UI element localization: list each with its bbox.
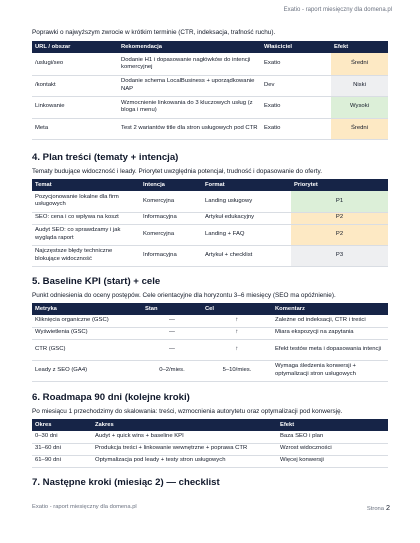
section-6-heading: 6. Roadmapa 90 dni (kolejne kroki) [32, 392, 190, 403]
url-cell: /kontakt [32, 75, 118, 96]
effect-badge: Wysoki [331, 96, 388, 118]
table-row [32, 431, 388, 443]
table-row [32, 245, 388, 266]
table-row [32, 315, 388, 327]
page-number-value: 2 [386, 503, 390, 512]
roadmap-table [32, 419, 388, 468]
intent-cell: Komercyjna [140, 224, 202, 245]
goal-cell: ↑ [202, 327, 272, 339]
table-row [32, 327, 388, 339]
format-cell: Landing usługowy [202, 191, 291, 212]
priority-badge: P3 [291, 245, 388, 266]
recommendation-cell: Dodanie schema LocalBusiness + uporządkowanie NAP [118, 75, 261, 96]
url-cell: Linkowanie [32, 96, 118, 118]
table-header-row [32, 419, 388, 431]
period-cell: 0–30 dni [32, 431, 92, 443]
table-header-row [32, 179, 388, 191]
intent-cell: Informacyjna [140, 212, 202, 224]
column-header: Komentarz [272, 303, 388, 315]
column-header: Rekomendacja [118, 41, 261, 53]
topic-cell: Najczęstsze błędy techniczne blokujące widoczność [32, 245, 140, 266]
state-cell: 0–2/mies. [142, 360, 202, 381]
effect-cell: Baza SEO i plan [277, 431, 388, 443]
comment-cell: Efekt testów meta i dopasowania intencji [272, 339, 388, 360]
effect-badge: Niski [331, 75, 388, 96]
table-row [32, 212, 388, 224]
effect-badge: Średni [331, 53, 388, 75]
priority-badge: P2 [291, 212, 388, 224]
period-cell: 31–60 dni [32, 443, 92, 455]
recommendation-cell: Dodanie H1 i dopasowanie nagłówków do intencji komercyjnej [118, 53, 261, 75]
column-header: Temat [32, 179, 140, 191]
kpi-table [32, 303, 388, 382]
table-row [32, 339, 388, 360]
section-4-intro: Tematy budujące widoczność i leady. Priorytet uwzględnia potencjał, trudność i dopasowanie do oferty. [32, 168, 322, 175]
state-cell: — [142, 327, 202, 339]
column-header: Format [202, 179, 291, 191]
table-row [32, 53, 388, 75]
column-header: Okres [32, 419, 92, 431]
intent-cell: Komercyjna [140, 191, 202, 212]
column-header: Cel [202, 303, 272, 315]
table-row [32, 118, 388, 139]
format-cell: Artykuł + checklist [202, 245, 291, 266]
table-row [32, 224, 388, 245]
metric-cell: Leady z SEO (GA4) [32, 360, 142, 381]
scope-cell: Produkcja treści + linkowanie wewnętrzne + poprawa CTR [92, 443, 277, 455]
table-row [32, 75, 388, 96]
column-header: Efekt [331, 41, 388, 53]
owner-cell: Exatio [261, 53, 331, 75]
priority-badge: P2 [291, 224, 388, 245]
topic-cell: Audyt SEO: co sprawdzamy i jak wygląda raport [32, 224, 140, 245]
url-cell: Meta [32, 118, 118, 139]
table-row [32, 191, 388, 212]
url-cell: /uslugi/seo [32, 53, 118, 75]
page-number [367, 503, 390, 512]
column-header: Priorytet [291, 179, 388, 191]
table-row [32, 455, 388, 467]
table-header-row [32, 303, 388, 315]
column-header: Efekt [277, 419, 388, 431]
owner-cell: Exatio [261, 118, 331, 139]
section-6-intro: Po miesiącu 1 przechodzimy do skalowania: treści, wzmocnienia autorytetu oraz optymalizacji pod konwersję. [32, 408, 343, 415]
table-row [32, 96, 388, 118]
metric-cell: Kliknięcia organiczne (GSC) [32, 315, 142, 327]
state-cell: — [142, 339, 202, 360]
footer-title: Exatio - raport miesięczny dla domena.pl [32, 504, 137, 510]
column-header: Intencja [140, 179, 202, 191]
format-cell: Artykuł edukacyjny [202, 212, 291, 224]
format-cell: Landing + FAQ [202, 224, 291, 245]
state-cell: — [142, 315, 202, 327]
comment-cell: Zależne od indeksacji, CTR i treści [272, 315, 388, 327]
intent-cell: Informacyjna [140, 245, 202, 266]
effect-cell: Więcej konwersji [277, 455, 388, 467]
owner-cell: Exatio [261, 96, 331, 118]
section-4-heading: 4. Plan treści (tematy + intencja) [32, 152, 179, 163]
scope-cell: Optymalizacja pod leady + testy stron usługowych [92, 455, 277, 467]
effect-cell: Wzrost widoczności [277, 443, 388, 455]
scope-cell: Audyt + quick wins + baseline KPI [92, 431, 277, 443]
goal-cell: 5–10/mies. [202, 360, 272, 381]
column-header: URL / obszar [32, 41, 118, 53]
comment-cell: Wymaga śledzenia konwersji + optymalizacji stron usługowych [272, 360, 388, 381]
section-5-heading: 5. Baseline KPI (start) + cele [32, 276, 161, 287]
metric-cell: CTR (GSC) [32, 339, 142, 360]
quick-wins-table [32, 41, 388, 140]
comment-cell: Miara ekspozycji na zapytania [272, 327, 388, 339]
priority-badge: P1 [291, 191, 388, 212]
running-header: Exatio - raport miesięczny dla domena.pl [283, 7, 392, 13]
column-header: Zakres [92, 419, 277, 431]
content-plan-table [32, 179, 388, 267]
effect-badge: Średni [331, 118, 388, 139]
column-header: Właściciel [261, 41, 331, 53]
section-3-intro: Poprawki o najwyższym zwrocie w krótkim terminie (CTR, indeksacja, trafność ruchu). [32, 29, 276, 36]
recommendation-cell: Wzmocnienie linkowania do 3 kluczowych usług (z bloga i menu) [118, 96, 261, 118]
topic-cell: SEO: cena i co wpływa na koszt [32, 212, 140, 224]
page-label: Strona [366, 506, 384, 512]
goal-cell: ↑ [202, 339, 272, 360]
period-cell: 61–90 dni [32, 455, 92, 467]
column-header: Stan [142, 303, 202, 315]
goal-cell: ↑ [202, 315, 272, 327]
table-row [32, 360, 388, 381]
section-5-intro: Punkt odniesienia do oceny postępów. Cele orientacyjne dla horyzontu 3–6 miesięcy (SEO ma opóźnienie). [32, 292, 336, 299]
recommendation-cell: Test 2 wariantów title dla stron usługowych pod CTR [118, 118, 261, 139]
metric-cell: Wyświetlenia (GSC) [32, 327, 142, 339]
column-header: Metryka [32, 303, 142, 315]
topic-cell: Pozycjonowanie lokalne dla firm usługowych [32, 191, 140, 212]
table-header-row [32, 41, 388, 53]
table-row [32, 443, 388, 455]
owner-cell: Dev [261, 75, 331, 96]
section-7-heading: 7. Następne kroki (miesiąc 2) — checklist [32, 477, 220, 488]
